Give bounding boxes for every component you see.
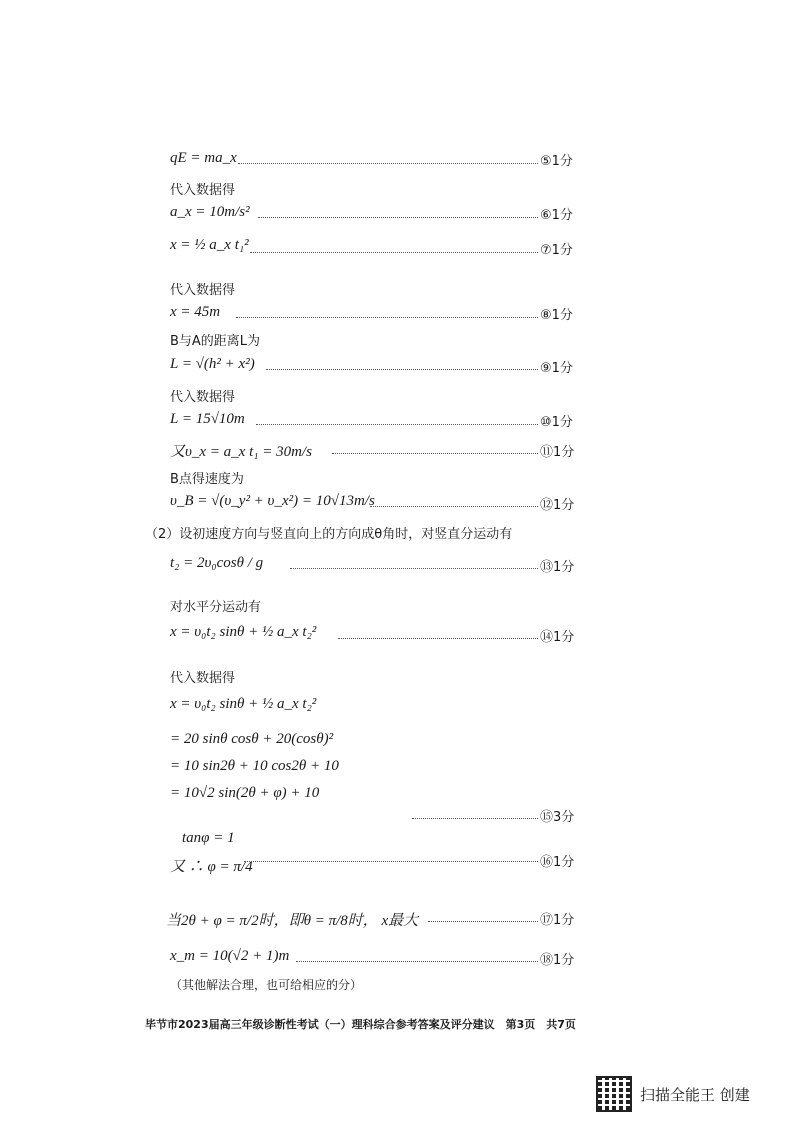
equation-line: tanφ = 1	[182, 830, 235, 846]
score-mark: ⑪1分	[540, 445, 575, 460]
equation-line: 又υ_x = a_x t₁ = 30m/s	[170, 444, 312, 460]
score-mark: ⑦1分	[540, 243, 573, 258]
score-mark: ⑬1分	[540, 560, 575, 575]
note-line: （其他解法合理，也可给相应的分）	[170, 978, 363, 992]
text-line: B点得速度为	[170, 472, 244, 487]
score-mark: ⑫1分	[540, 498, 575, 513]
score-mark: ⑰1分	[540, 913, 575, 928]
text-line: B与A的距离L为	[170, 334, 261, 349]
leader-dots	[428, 921, 538, 922]
leader-dots	[332, 453, 538, 454]
leader-dots	[338, 638, 538, 639]
score-mark: ⑥1分	[540, 208, 573, 223]
equation-line: a_x = 10m/s²	[170, 204, 250, 220]
leader-dots	[256, 424, 538, 425]
equation-line: t₂ = 2υ₀cosθ / g	[170, 555, 264, 571]
equation-line: = 20 sinθ cosθ + 20(cosθ)²	[170, 731, 334, 747]
score-mark: ⑮3分	[540, 810, 575, 825]
score-mark: ⑧1分	[540, 308, 573, 323]
leader-dots	[236, 317, 538, 318]
score-mark: ⑩1分	[540, 415, 573, 430]
page-footer: 毕节市2023届高三年级诊断性考试（一）理科综合参考答案及评分建议 第3页 共7页	[145, 1018, 576, 1031]
qr-code-icon	[596, 1076, 632, 1112]
text-line: 代入数据得	[170, 183, 236, 198]
text-line: 代入数据得	[170, 671, 236, 686]
leader-dots	[412, 818, 538, 819]
score-mark: ⑭1分	[540, 630, 575, 645]
leader-dots	[238, 163, 538, 164]
score-mark: ⑨1分	[540, 361, 573, 376]
equation-line: 当2θ + φ = π/2时，即θ = π/8时， x最大	[166, 913, 419, 929]
leader-dots	[244, 861, 538, 862]
equation-line: = 10√2 sin(2θ + φ) + 10	[170, 785, 320, 801]
score-mark: ⑯1分	[540, 855, 575, 870]
equation-line: x = υ₀t₂ sinθ + ½ a_x t₂²	[170, 696, 317, 712]
leader-dots	[370, 506, 538, 507]
equation-line: x = υ₀t₂ sinθ + ½ a_x t₂²	[170, 624, 317, 640]
equation-line: L = 15√10m	[170, 411, 245, 427]
text-line: 代入数据得	[170, 283, 236, 298]
leader-dots	[290, 568, 538, 569]
equation-line: 又 ∴ φ = π/4	[170, 859, 253, 875]
equation-line: x_m = 10(√2 + 1)m	[170, 948, 290, 964]
score-mark: ⑱1分	[540, 953, 575, 968]
equation-line: = 10 sin2θ + 10 cos2θ + 10	[170, 758, 339, 774]
scanner-watermark	[596, 1076, 750, 1112]
section-heading: （2）设初速度方向与竖直向上的方向成θ角时，对竖直分运动有	[145, 527, 513, 542]
text-line: 对水平分运动有	[170, 600, 262, 615]
brand-text: 扫描全能王 创建	[640, 1085, 750, 1104]
text-line: 代入数据得	[170, 390, 236, 405]
equation-line: L = √(h² + x²)	[170, 356, 255, 372]
leader-dots	[266, 369, 538, 370]
leader-dots	[250, 252, 538, 253]
equation-line: υ_B = √(υ_y² + υ_x²) = 10√13m/s	[170, 493, 375, 509]
leader-dots	[258, 217, 538, 218]
leader-dots	[296, 961, 538, 962]
score-mark: ⑤1分	[540, 154, 573, 169]
equation-line: qE = ma_x	[170, 150, 237, 166]
equation-line: x = 45m	[170, 304, 221, 320]
equation-line: x = ½ a_x t₁²	[170, 237, 249, 253]
